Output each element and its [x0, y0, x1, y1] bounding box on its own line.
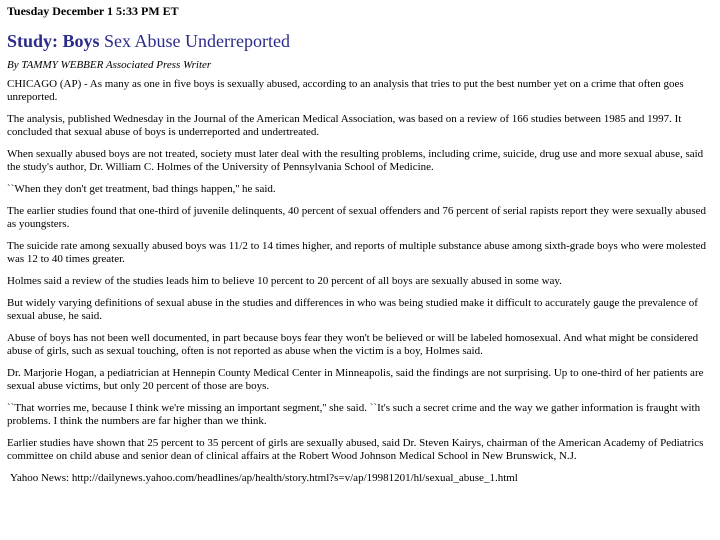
article-paragraph: Dr. Marjorie Hogan, a pediatrician at Hennepin County Medical Center in Minneapolis, said the findings are not surprising. Up to one-third of her patients are sexual abuse victims, but only 20 percent of those are boys.: [7, 367, 704, 392]
article-paragraph: Holmes said a review of the studies leads him to believe 10 percent to 20 percent of all boys are sexually abused in some way.: [7, 275, 562, 287]
article-paragraph: Earlier studies have shown that 25 percent to 35 percent of girls are sexually abused, said Dr. Steven Kairys, chairman of the American Academy of Pediatrics committee on child abuse and senior dean of clinical affairs at the Robert Wood Johnson Medical School in New Brunswick, N.J.: [7, 437, 704, 462]
article-paragraph: But widely varying definitions of sexual abuse in the studies and differences in who was being studied make it difficult to accurately gauge the prevalence of sexual abuse, he said.: [7, 297, 698, 322]
article-paragraph: ``That worries me, because I think we're missing an important segment,'' she said. ``It's such a secret crime and the way we gather information is fraught with problems. I think the numbers are far higher than we think.: [7, 402, 701, 427]
article-paragraph: ``When they don't get treatment, bad things happen,'' he said.: [7, 183, 276, 195]
article-paragraph: The earlier studies found that one-third of juvenile delinquents, 40 percent of sexual offenders and 76 percent of serial rapists report they were sexually abused as youngsters.: [7, 205, 706, 230]
headline-bold-part: Study: Boys: [7, 31, 100, 51]
source-line: Yahoo News: http://dailynews.yahoo.com/headlines/ap/health/story.html?s=v/ap/19981201/hl/sexual_abuse_1.html: [10, 472, 518, 484]
article-body: [7, 78, 719, 463]
article-paragraph: CHICAGO (AP) - As many as one in five boys is sexually abused, according to an analysis that tries to put the best number yet on a crime that often goes unreported.: [7, 78, 684, 103]
article-paragraph: The analysis, published Wednesday in the Journal of the American Medical Association, was based on a review of 166 studies between 1985 and 1997. It concluded that sexual abuse of boys is underreported and undertreated.: [7, 113, 682, 138]
article-paragraph: When sexually abused boys are not treated, society must later deal with the resulting problems, including crime, suicide, drug use and more sexual abuse, said the study's author, Dr. William C. Holmes of the University of Pennsylvania School of Medicine.: [7, 148, 704, 173]
byline: By TAMMY WEBBER Associated Press Writer: [7, 59, 212, 71]
dateline: Tuesday December 1 5:33 PM ET: [7, 4, 179, 18]
article-paragraph: The suicide rate among sexually abused boys was 11/2 to 14 times higher, and reports of multiple substance abuse among sixth-grade boys who were molested was 12 to 40 times greater.: [7, 240, 707, 265]
headline: [7, 30, 719, 52]
headline-rest: Sex Abuse Underreported: [99, 31, 290, 51]
article-paragraph: Abuse of boys has not been well documented, in part because boys fear they won't be believed or will be labeled homosexual. And what might be considered abuse of girls, such as sexual touching, often is not reported as abuse when the victim is a boy, Holmes said.: [7, 332, 699, 357]
